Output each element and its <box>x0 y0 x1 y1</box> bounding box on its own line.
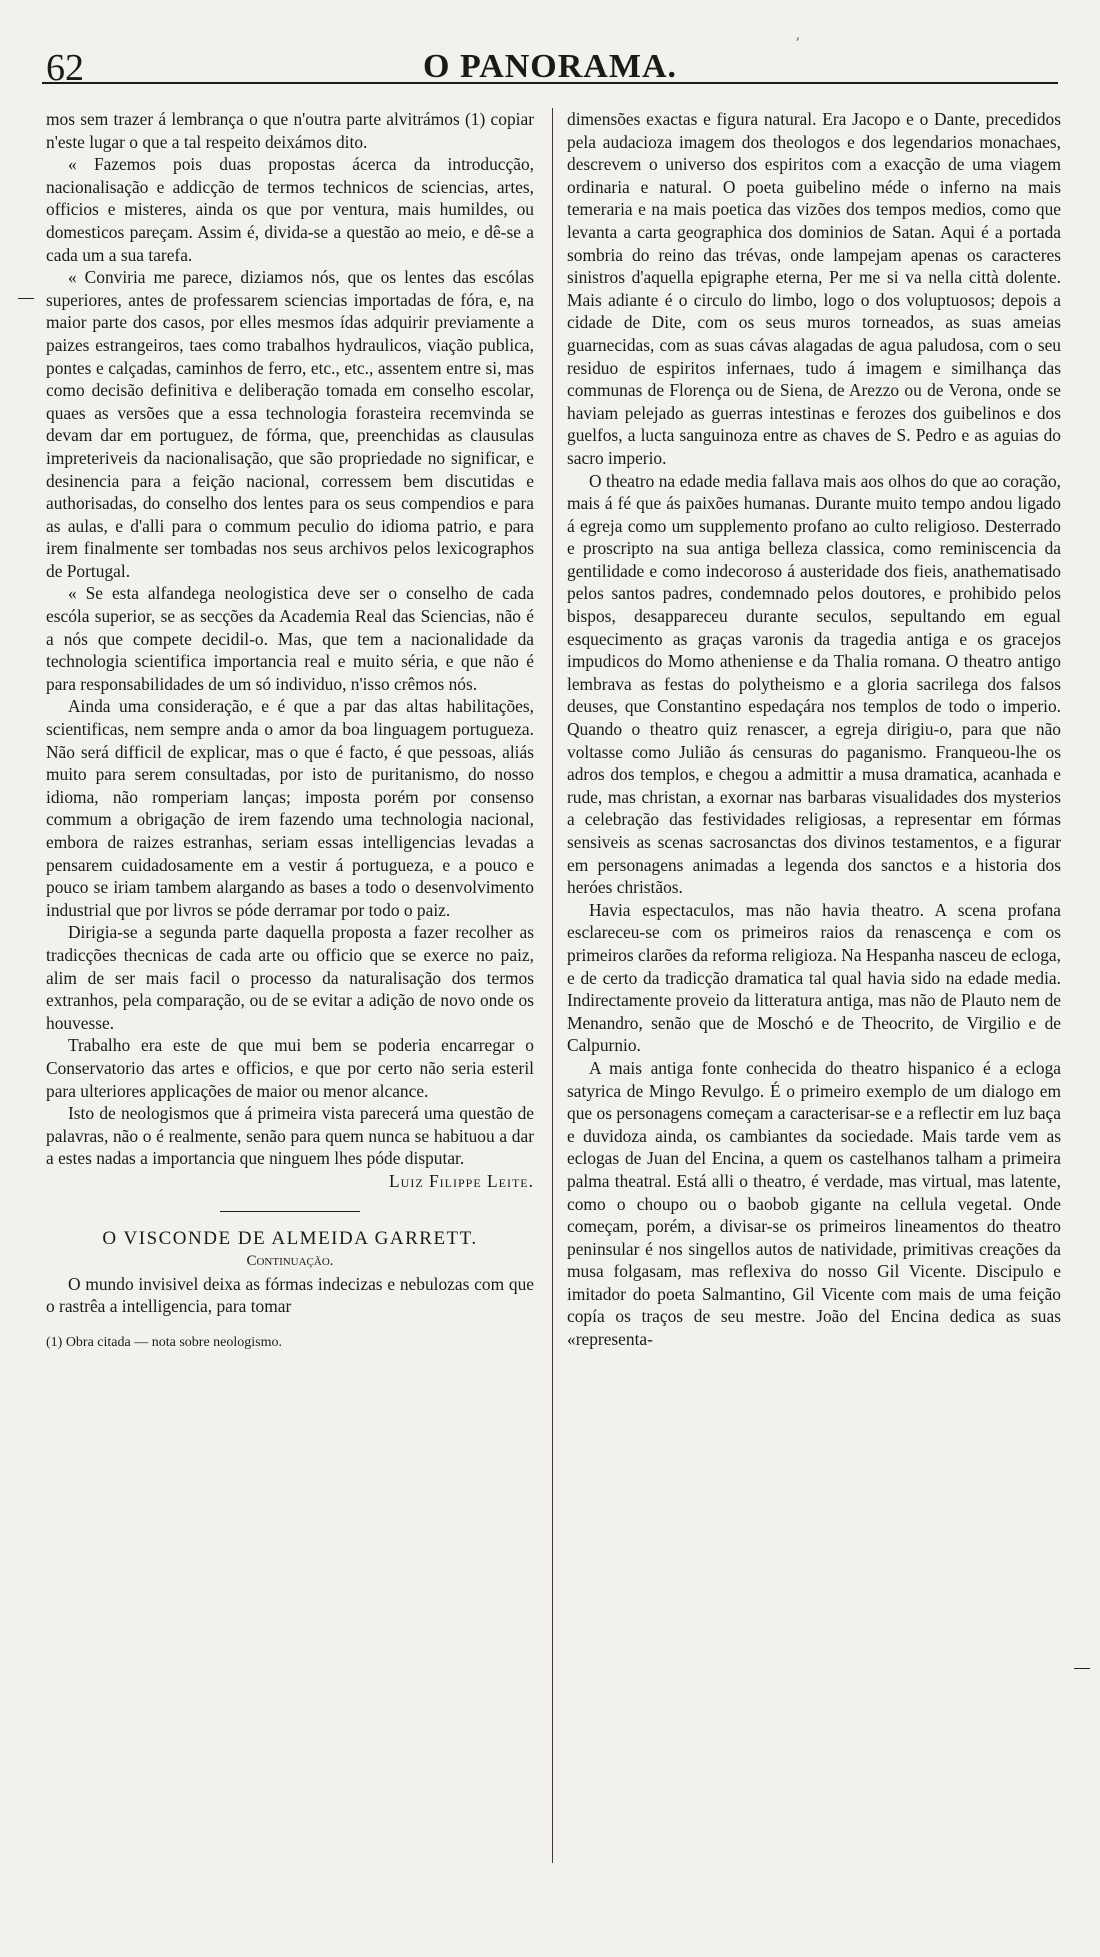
section-subtitle: Continuação. <box>246 1253 334 1270</box>
author-signature: Luiz Filippe Leite. <box>389 1170 534 1191</box>
journal-title: O PANORAMA. <box>423 48 677 85</box>
ink-speck: ʼ <box>795 36 800 52</box>
paragraph: Trabalho era este de que mui bem se poderia encarregar o Conservatorio das artes e officios, e que por certo não seria esteril para ulteriores applicações de maior ou menor alcance. <box>46 1035 534 1101</box>
column-divider <box>552 108 553 1863</box>
section-title: O VISCONDE DE ALMEIDA GARRETT. <box>102 1227 478 1249</box>
page-number: 62 <box>46 47 84 89</box>
text-columns <box>46 108 1064 1863</box>
right-column <box>561 108 1061 1863</box>
paragraph: « Fazemos pois duas propostas ácerca da introducção, nacionalisação e addicção de termos technicos de sciencias, artes, officios e misteres, ainda os que por ventura, mais humildes, ou domesticos pareçam. Assim é, divida-se a questão ao meio, e dê-se a cada um a sua tarefa. <box>46 154 534 265</box>
paragraph: Ainda uma consideração, e é que a par das altas habilitações, scientificas, nem sempre anda o amor da boa linguagem portugueza. Não será difficil de explicar, mas o que é facto, é que pessoas, aliás muito para serem consultadas, por isto de puritanismo, do nosso idioma, não romperiam lanças; imposta porém por consenso commum a obrigação de irem fazendo uma technologia nacional, embora de raizes estranhas, seriam essas intelligencias levadas a pensarem cuidadosamente em a vestir á portugueza, e a pouco e pouco se iriam tambem alargando as bases a todo o desenvolvimento industrial que por livros se póde derramar por todo o paiz. <box>46 696 534 920</box>
left-column <box>46 108 544 1863</box>
paragraph: « Se esta alfandega neologistica deve ser o conselho de cada escóla superior, se as secções da Academia Real das Sciencias, não é a nós que compete decidil-o. Mas, que tem a nacionalidade da technologia scientifica importancia real e muito séria, e que não é para responsabilidades de um só individuo, n'isso crêmos nós. <box>46 583 534 694</box>
paragraph: « Conviria me parece, diziamos nós, que os lentes das escólas superiores, antes de professarem sciencias importadas de fóra, e, na maior parte dos casos, por elles mesmos ídas adquirir previamente a paizes estrangeiros, taes como trabalhos hydraulicos, viação publica, pontes e calçadas, caminhos de ferro, etc., etc., assentem entre si, mas como decisão definitiva e deliberação tomada em conselho escolar, quaes as versões que a essa technologia forasteira recemvinda se devam dar em portuguez, de fórma, que, preenchidas as clausulas impreteriveis da nacionalisação, que são propriedade no significar, e desinencia para a feição nacional, corressem bem discutidas e authorisadas, do conselho dos lentes para os seus compendios e para as aulas, e d'alli para o commum peculio do idioma patrio, e para irem finalmente ser tombadas nos seus archivos pelos lexicographos de Portugal. <box>46 267 534 581</box>
header-rule <box>42 82 1058 84</box>
paragraph: Dirigia-se a segunda parte daquella proposta a fazer recolher as tradicções thecnicas de cada arte ou officio que se exerce no paiz, alim de ser mais facil o processo da naturalisação dos termos extranhos, pela comparação, ou de se evitar a adição de novo onde os houvesse. <box>46 922 534 1033</box>
margin-mark <box>18 298 34 299</box>
paragraph: Isto de neologismos que á primeira vista parecerá uma questão de palavras, não o é realmente, senão para quem nunca se habituou a dar a estes nadas a importancia que ninguem lhes póde disputar. <box>46 1103 534 1169</box>
paragraph: O mundo invisivel deixa as fórmas indecizas e nebulozas com que o rastrêa a intelligencia, para tomar <box>46 1273 534 1317</box>
section-separator <box>220 1211 360 1212</box>
paragraph: Havia espectaculos, mas não havia theatro. A scena profana esclareceu-se com os primeiros raios da renascença e com os primeiros clarões da reforma religioza. Na Hespanha nasceu de ecloga, e de certo da tradicção dramatica tal qual havia sido na edade media. Indirectamente proveio da litteratura antiga, mas não de Plauto nem de Menandro, senão que de Moschó e de Theocrito, de Virgilio e de Calpurnio. <box>567 899 1061 1056</box>
paragraph: O theatro na edade media fallava mais aos olhos do que ao coração, mais á fé que ás paixões humanas. Durante muito tempo andou ligado á egreja como um supplemento profano ao culto religioso. Desterrado e proscripto na sua antiga belleza classica, como reminiscencia da gentilidade e como indecoroso á austeridade dos fieis, anathematisado pelos santos padres, condemnado pelos doutores, e prohibido pelos bispos, desappareceu durante seculos, sepultando em egual esquecimento as graças varonis da tragedia antiga e os gracejos impudicos do Momo atheniense e da Thalia romana. O theatro antigo lembrava as festas do polytheismo e a gloria sacrilega dos falsos deuses, que Constantino espedaçára nos templos de todo o imperio. Quando o theatro quiz renascer, a egreja dirigiu-o, para que não voltasse como Julião ás censuras do paganismo. Franqueou-lhe os adros dos templos, e chegou a admittir a musa dramatica, acanhada e rude, mas christan, a exornar nas barbaras visualidades dos mysterios a celebração das festividades religiosas, a representar em fórmas sensiveis as scenas sacrosanctas dos divinos testamentos, e a figurar em personagens animadas a legenda dos sanctos e a historia dos heróes christãos. <box>567 470 1061 898</box>
paragraph: mos sem trazer á lembrança o que n'outra parte alvitrámos (1) copiar n'este lugar o que a tal respeito deixámos dito. <box>46 109 534 152</box>
paragraph: A mais antiga fonte conhecida do theatro hispanico é a ecloga satyrica de Mingo Revulgo. É o primeiro exemplo de um dialogo em que os personagens começam a caracterisar-se e a reflectir em luz baça e duvidoza ainda, os cambiantes da sociedade. Mais tarde vem as eclogas de Juan del Encina, a quem os castelhanos talham a primeira palma theatral. Está alli o theatro, é verdade, mas virtual, mas latente, como o choupo ou o baobob gigante na cellula vegetal. Onde começam, porém, a divisar-se os primeiros lineamentos do theatro peninsular é nos singellos autos de natividade, primitivas creações da musa folgasam, mas reflexiva do nosso Gil Vicente. Discipulo e imitador do poeta Salmantino, Gil Vicente com mais de uma feição copía os traços de seu mestre. João del Encina dedica as suas «representa- <box>567 1057 1061 1350</box>
paragraph: dimensões exactas e figura natural. Era Jacopo e o Dante, precedidos pela audacioza imagem dos theologos e dos legendarios monachaes, descrevem o universo dos espiritos com a exacção de uma viagem ordinaria e natural. O poeta guibelino méde o inferno na mais temeraria e na mais poetica das vizões dos tempos medios, como que levanta a carta geographica dos dominios de Satan. Aqui é a portada sombria do reino das trévas, onde lampejam apenas os caracteres sinistros d'aquella epigraphe eterna, Per me si va nella città dolente. Mais adiante é o circulo do limbo, logo o dos voluptuosos; depois a cidade de Dite, com os seus muros torneados, as suas ameias guarnecidas, com as suas cávas alagadas de agua paludosa, com o seu residuo de espiritos infernaes, tudo á imagem e similhança das communas de Florença ou de Siena, de Arezzo ou de Verona, onde se haviam pelejado as guerras intestinas e ferozes dos guibelinos e dos guelfos, a lucta sanguinoza entre as chaves de S. Pedro e as aguias do sacro imperio. <box>567 109 1061 468</box>
footnote: (1) Obra citada — nota sobre neologismo. <box>46 1334 282 1350</box>
margin-mark <box>1074 1668 1090 1669</box>
